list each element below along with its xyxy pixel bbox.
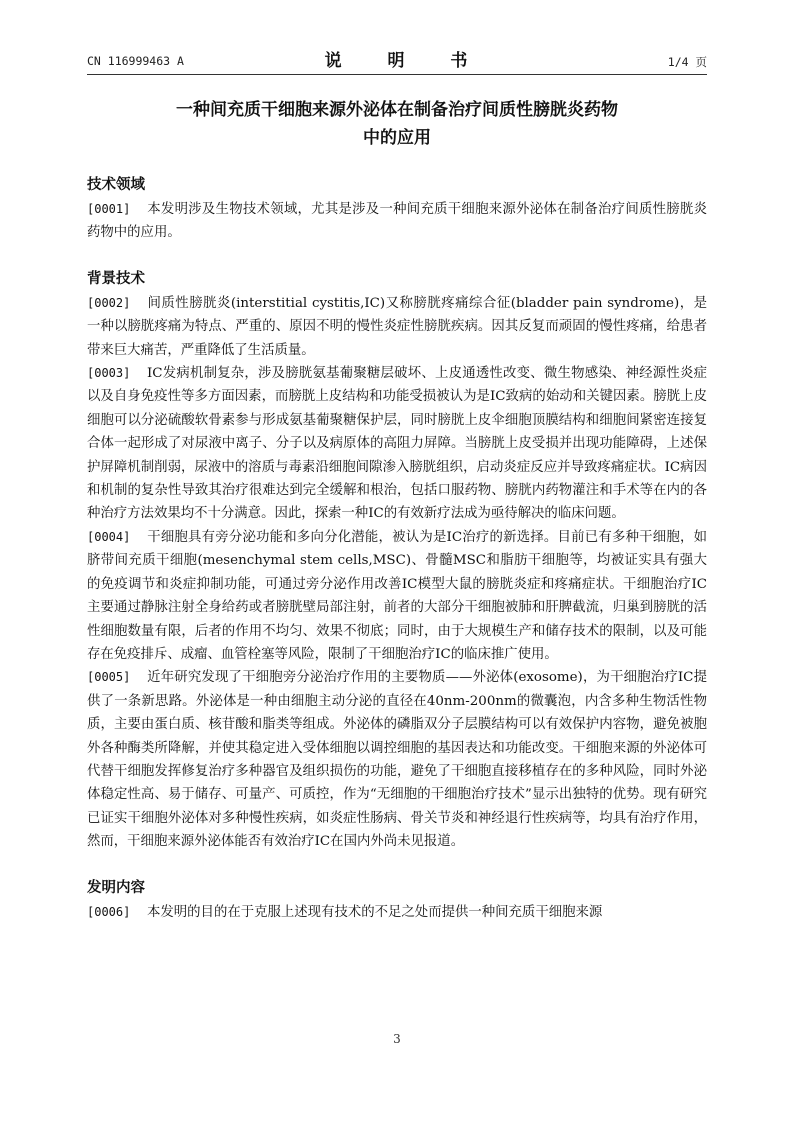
title-line-1: 一种间充质干细胞来源外泌体在制备治疗间质性膀胱炎药物 [176,100,618,120]
paragraph [87,362,707,526]
section-heading-invention: 发明内容 [87,879,145,896]
section-heading-tech-field: 技术领域 [87,177,145,193]
paragraph-text: 干细胞具有旁分泌功能和多向分化潜能，被认为是IC治疗的新选择。目前已有多种干细胞，如脐带间充质干细胞(mesenchymal stem cells,MSC)、骨髓MSC和脂肪干细胞等，均被证实具有强大的免疫调节和炎症抑制功能，可通过旁分泌作用改善IC模型大鼠的膀胱炎症和疼痛症状。干细胞治疗IC主要通过静脉注射全身给药或者膀胱壁局部注射，前者的大部分干细胞被肺和肝脾截流，归巢到膀胱的活性细胞数量有限，后者的作用不均匀、效果不彻底；同时，由于大规模生产和储存技术的限制，以及可能存在免疫排斥、成瘤、血管栓塞等风险，限制了干细胞治疗IC的临床推广使用。 [87,529,707,662]
title-line-2: 中的应用 [363,128,431,148]
paragraph [87,198,707,245]
paragraph-text: 本发明涉及生物技术领域，尤其是涉及一种间充质干细胞来源外泌体在制备治疗间质性膀胱炎药物中的应用。 [87,202,707,241]
document-title [87,96,707,152]
paragraph-number: [0005] [87,670,131,685]
paragraph [87,901,707,924]
paragraph [87,292,707,362]
paragraph-text: 间质性膀胱炎(interstitial cystitis,IC)又称膀胱疼痛综合征(bladder pain syndrome)，是一种以膀胱疼痛为特点、严重的、原因不明的慢性炎症性膀胱疾病。因其反复而顽固的慢性疼痛，给患者带来巨大痛苦，严重降低了生活质量。 [87,295,707,358]
page-indicator: 1/4 页 [667,55,707,69]
paragraph-text: 近年研究发现了干细胞旁分泌治疗作用的主要物质——外泌体(exosome)，为干细胞治疗IC提供了一条新思路。外泌体是一种由细胞主动分泌的直径在40nm-200nm的微囊泡，内含多种生物活性物质，主要由蛋白质、核苷酸和脂类等组成。外泌体的磷脂双分子层膜结构可以有效保护内容物，避免被胞外各种酶类所降解，并使其稳定进入受体细胞以调控细胞的基因表达和功能改变。干细胞来源的外泌体可代替干细胞发挥修复治疗多种器官及组织损伤的功能，避免了干细胞直接移植存在的多种风险，同时外泌体稳定性高、易于储存、可量产、可质控，作为“无细胞的干细胞治疗技术”显示出独特的优势。现有研究已证实干细胞外泌体对多种慢性疾病，如炎症性肠病、骨关节炎和神经退行性疾病等，均具有治疗作用，然而，干细胞来源外泌体能否有效治疗IC在国内外尚未见报道。 [87,670,707,850]
paragraph-text: IC发病机制复杂，涉及膀胱氨基葡聚糖层破坏、上皮通透性改变、微生物感染、神经源性炎症以及自身免疫性等多方面因素，而膀胱上皮结构和功能受损被认为是IC致病的始动和关键因素。膀胱上皮细胞可以分泌硫酸软骨素参与形成氨基葡聚糖保护层，同时膀胱上皮伞细胞顶膜结构和细胞间紧密连接复合体一起形成了对尿液中离子、分子以及病原体的高阻力屏障。当膀胱上皮受损并出现功能障碍，上述保护屏障机制削弱，尿液中的溶质与毒素沿细胞间隙渗入膀胱组织，启动炎症反应并导致疼痛症状。IC病因和机制的复杂性导致其治疗很难达到完全缓解和根治，包括口服药物、膀胱内药物灌注和手术等在内的各种治疗方法效果均不十分满意。因此，探索一种IC的有效新疗法成为亟待解决的临床问题。 [87,366,707,522]
paragraph-number: [0006] [87,904,131,919]
document-type-heading: 说 明 书 [324,51,488,71]
document-body [87,172,707,924]
paragraph-number: [0003] [87,366,131,381]
paragraph-number: [0001] [87,202,131,216]
paragraph-number: [0002] [87,295,131,310]
paragraph-text: 本发明的目的在于克服上述现有技术的不足之处而提供一种间充质干细胞来源 [147,904,603,920]
paragraph-number: [0004] [87,529,131,544]
page-header [87,46,707,74]
section-heading-background: 背景技术 [87,270,145,287]
patent-number: CN 116999463 A [87,54,184,68]
header-divider [87,74,707,75]
page-number: 3 [393,1032,401,1046]
paragraph [87,526,707,666]
paragraph [87,666,707,853]
